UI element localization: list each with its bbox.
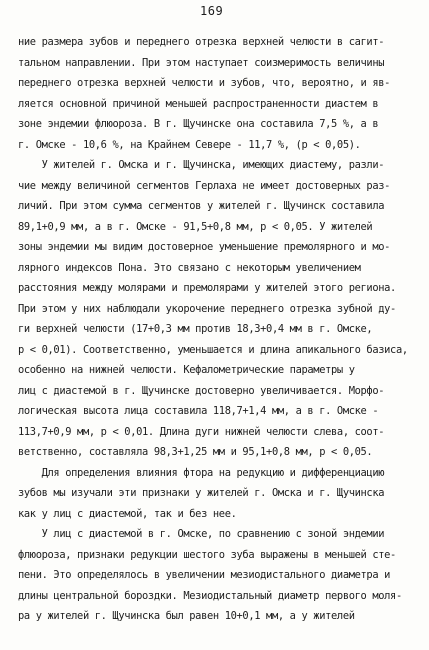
text-line: р < 0,01). Соответственно, уменьшается и длина апикального базиса, [18, 343, 408, 356]
text-line: логическая высота лица составила 118,7+1,4 мм, а в г. Омске - [18, 405, 379, 417]
text-line: ра у жителей г. Щучинска был равен 10+0,1 мм, а у жителей [18, 610, 355, 622]
text-line: ние размера зубов и переднего отрезка верхней челюсти в сагит- [18, 36, 385, 48]
text-line: ги верхней челюсти (17+0,3 мм против 18,3+0,4 мм в г. Омске, [18, 323, 373, 335]
text-line: У лиц с диастемой в г. Омске, по сравнению с зоной эндемии [18, 528, 385, 540]
page-number: 169 [200, 4, 224, 18]
text-line: 89,1+0,9 мм, а в г. Омске - 91,5+0,8 мм, р < 0,05. У жителей [18, 220, 373, 233]
text-line: зоны эндемии мы видим достоверное уменьшение премолярного и мо- [18, 241, 391, 253]
text-line: зоне эндемии флюороза. В г. Щучинске она составила 7,5 %, а в [18, 118, 379, 130]
text-line: ляется основной причиной меньшей распространенности диастем в [18, 97, 379, 110]
text-line: пени. Это определялось в увеличении мезиодистального диаметра и [18, 569, 391, 581]
text-line: лиц с диастемой в г. Щучинске достоверно увеличивается. Морфо- [18, 384, 385, 397]
text-line: ветственно, составляла 98,3+1,25 мм и 95,1+0,8 мм, р < 0,05. [18, 446, 373, 458]
body-text [18, 32, 416, 627]
text-line: лярного индексов Пона. Это связано с некоторым увеличением [18, 261, 361, 274]
text-line: расстояния между молярами и премолярами у жителей этого региона. [18, 282, 396, 294]
text-line: Для определения влияния фтора на редукцию и дифференциацию [18, 466, 385, 479]
text-line: зубов мы изучали эти признаки у жителей г. Омска и г. Щучинска [18, 487, 385, 499]
text-line: флюороза, признаки редукции шестого зуба выражены в меньшей сте- [18, 548, 396, 561]
text-line: чие между величиной сегментов Герлаха не имеет достоверных раз- [18, 179, 391, 192]
text-line: личий. При этом сумма сегментов у жителей г. Щучинск составила [18, 200, 385, 212]
text-line: тальном направлении. При этом наступает соизмеримость величины [18, 56, 385, 69]
text-line: При этом у них наблюдали укорочение переднего отрезка зубной ду- [18, 302, 396, 315]
text-line: как у лиц с диастемой, так и без нее. [18, 507, 237, 520]
text-line: 113,7+0,9 мм, р < 0,01. Длина дуги нижней челюсти слева, сoот- [18, 425, 385, 438]
text-line: переднего отрезка верхней челюсти и зубов, что, вероятно, и яв- [18, 77, 391, 89]
text-line: особенно на нижней челюсти. Кефалометрические параметры у [18, 364, 355, 376]
text-line: г. Омске - 10,6 %, на Крайнем Севере - 11,7 %, (p < 0,05). [18, 138, 361, 151]
text-line: длины центральной бороздки. Мезиодистальный диаметр первого моля- [18, 589, 402, 602]
text-line: У жителей г. Омска и г. Щучинска, имеющих диастему, разли- [18, 159, 385, 171]
